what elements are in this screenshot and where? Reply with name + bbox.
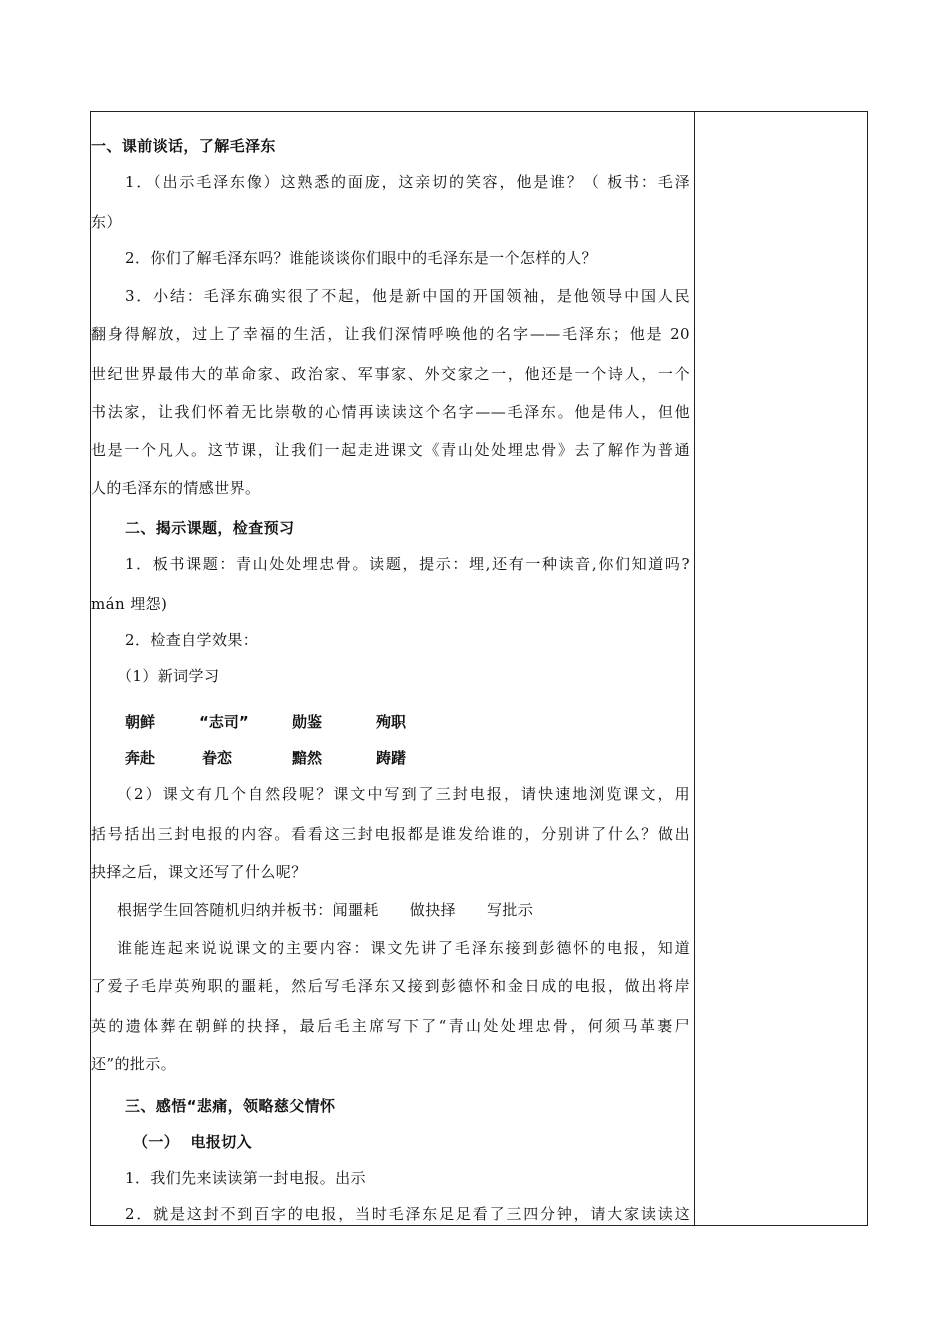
paragraph-line: 也是一个凡人。这节课，让我们一起走进课文《青山处处埋忠骨》去了解作为普通: [91, 441, 690, 459]
paragraph-line: 括号括出三封电报的内容。看看这三封电报都是谁发给谁的，分别讲了什么？做出: [91, 825, 690, 843]
vocab-word: “志司”: [199, 713, 249, 731]
paragraph-line: mán 埋怨): [91, 595, 168, 613]
paragraph-line: 东）: [91, 213, 122, 231]
notes-cell: [695, 112, 867, 1225]
section-heading: 二、揭示课题，检查预习: [125, 519, 295, 537]
paragraph-line: 1．板书课题：青山处处埋忠骨。读题，提示：埋,还有一种读音,你们知道吗?: [125, 555, 690, 573]
section-heading: 一、课前谈话，了解毛泽东: [91, 137, 276, 155]
lesson-plan-table: [90, 111, 868, 1226]
paragraph-line: 2．检查自学效果：: [125, 631, 259, 649]
vocab-word: 眷恋: [202, 749, 233, 767]
paragraph-line: 翻身得解放，过上了幸福的生活，让我们深情呼唤他的名字——毛泽东；他是 20: [91, 325, 690, 343]
vocab-word: 奔赴: [125, 749, 156, 767]
paragraph-line: 1．我们先来读读第一封电报。出示: [125, 1169, 366, 1187]
paragraph-line: （2）课文有几个自然段呢？课文中写到了三封电报，请快速地浏览课文，用: [117, 785, 690, 803]
vocab-word: 黯然: [292, 749, 323, 767]
paragraph-line: 英的遗体葬在朝鲜的抉择，最后毛主席写下了“青山处处埋忠骨，何须马革裹尸: [91, 1017, 690, 1035]
paragraph-line: 了爱子毛岸英殉职的噩耗，然后写毛泽东又接到彭德怀和金日成的电报，做出将岸: [91, 977, 690, 995]
paragraph-line: 世纪世界最伟大的革命家、政治家、军事家、外交家之一，他还是一个诗人，一个: [91, 365, 690, 383]
vocab-word: 殉职: [376, 713, 407, 731]
paragraph-line: 谁能连起来说说课文的主要内容：课文先讲了毛泽东接到彭德怀的电报，知道: [117, 939, 690, 957]
paragraph-line: 2．你们了解毛泽东吗？谁能谈谈你们眼中的毛泽东是一个怎样的人？: [125, 249, 597, 267]
paragraph-line: 1．（出示毛泽东像）这熟悉的面庞，这亲切的笑容，他是谁？（ 板书：毛泽: [125, 173, 690, 191]
paragraph-line: 2．就是这封不到百字的电报，当时毛泽东足足看了三四分钟，请大家读读这: [125, 1205, 690, 1223]
paragraph-line: 根据学生回答随机归纳并板书：闻噩耗 做抉择 写批示: [117, 901, 534, 919]
vocab-word: 朝鲜: [125, 713, 156, 731]
vocab-word: 勋鉴: [292, 713, 323, 731]
paragraph-line: 还”的批示。: [91, 1055, 177, 1073]
main-content-cell: [91, 112, 694, 1225]
vocab-word: 踌躇: [376, 749, 407, 767]
paragraph-line: 人的毛泽东的情感世界。: [91, 479, 261, 497]
paragraph-line: （1）新词学习: [117, 667, 220, 685]
sub-heading: （一） 电报切入: [133, 1133, 253, 1151]
section-heading: 三、感悟“悲痛，领略慈父情怀: [125, 1097, 336, 1115]
paragraph-line: 抉择之后，课文还写了什么呢？: [91, 863, 307, 881]
paragraph-line: 书法家，让我们怀着无比崇敬的心情再读读这个名字——毛泽东。他是伟人，但他: [91, 403, 690, 421]
paragraph-line: 3．小结：毛泽东确实很了不起，他是新中国的开国领袖，是他领导中国人民: [125, 287, 690, 305]
